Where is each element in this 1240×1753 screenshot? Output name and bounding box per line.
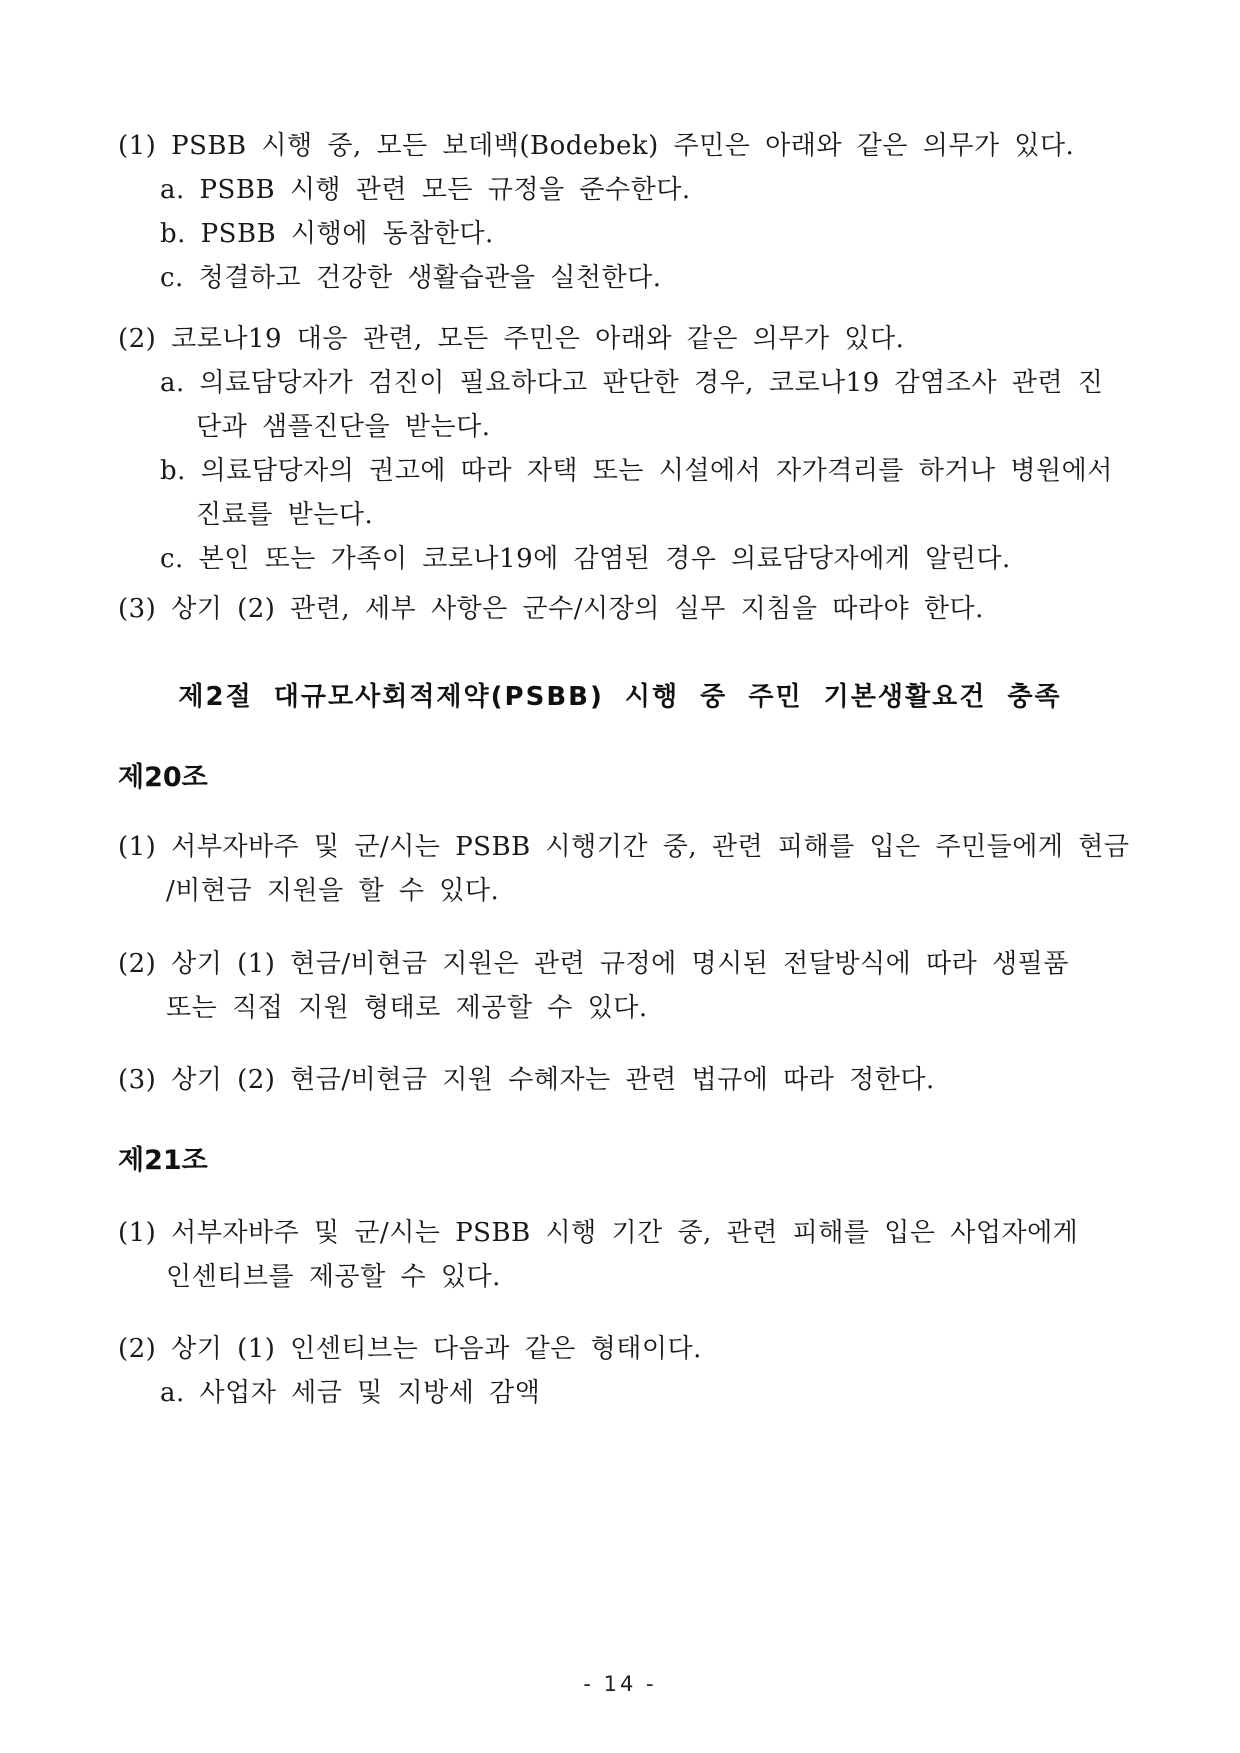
paragraph-line: (3) 상기 (2) 현금/비현금 지원 수혜자는 관련 법규에 따라 정한다. bbox=[118, 1065, 935, 1095]
list-item: a. PSBB 시행 관련 모든 규정을 준수한다. bbox=[160, 175, 691, 205]
paragraph-line: (2) 코로나19 대응 관련, 모든 주민은 아래와 같은 의무가 있다. bbox=[118, 324, 905, 354]
article-title: 제20조 bbox=[118, 762, 208, 793]
obligations-paragraph-2 bbox=[118, 317, 1128, 581]
list-item: a. 사업자 세금 및 지방세 감액 bbox=[160, 1378, 541, 1408]
paragraph-continuation: 또는 직접 지원 형태로 제공할 수 있다. bbox=[166, 993, 648, 1023]
section-title: 제2절 대규모사회적제약(PSBB) 시행 중 주민 기본생활요건 충족 bbox=[178, 682, 1062, 712]
article-21-paragraph-1 bbox=[118, 1211, 1128, 1299]
paragraph-line: (1) 서부자바주 및 군/시는 PSBB 시행 기간 중, 관련 피해를 입은 사업자에게 bbox=[118, 1218, 1079, 1248]
paragraph-line: (2) 상기 (1) 인센티브는 다음과 같은 형태이다. bbox=[118, 1334, 702, 1364]
list-item: b. PSBB 시행에 동참한다. bbox=[160, 219, 494, 249]
article-21-paragraph-2 bbox=[118, 1327, 1128, 1415]
page-number: - 14 - bbox=[583, 1672, 657, 1696]
article-20-paragraph-2 bbox=[118, 942, 1128, 1030]
list-item-continuation: 진료를 받는다. bbox=[196, 500, 374, 530]
paragraph-continuation: /비현금 지원을 할 수 있다. bbox=[166, 876, 500, 906]
list-item: a. 의료담당자가 검진이 필요하다고 판단한 경우, 코로나19 감염조사 관련 진 bbox=[160, 368, 1104, 398]
list-item: b. 의료담당자의 권고에 따라 자택 또는 시설에서 자가격리를 하거나 병원에서 bbox=[160, 456, 1113, 486]
paragraph-continuation: 인센티브를 제공할 수 있다. bbox=[166, 1262, 501, 1292]
list-item: c. 청결하고 건강한 생활습관을 실천한다. bbox=[160, 263, 662, 293]
obligations-paragraph-1 bbox=[118, 124, 1128, 300]
paragraph-line: (1) 서부자바주 및 군/시는 PSBB 시행기간 중, 관련 피해를 입은 주민들에게 현금 bbox=[118, 832, 1130, 862]
article-20-paragraph-3 bbox=[118, 1058, 1128, 1102]
obligations-paragraph-3 bbox=[118, 587, 1128, 631]
article-title: 제21조 bbox=[118, 1145, 208, 1176]
list-item: c. 본인 또는 가족이 코로나19에 감염된 경우 의료담당자에게 알린다. bbox=[160, 544, 1011, 574]
list-item-continuation: 단과 샘플진단을 받는다. bbox=[196, 412, 491, 442]
article-20-paragraph-1 bbox=[118, 825, 1128, 913]
paragraph-line: (2) 상기 (1) 현금/비현금 지원은 관련 규정에 명시된 전달방식에 따라 생필품 bbox=[118, 949, 1069, 979]
paragraph-line: (3) 상기 (2) 관련, 세부 사항은 군수/시장의 실무 지침을 따라야 한다. bbox=[118, 594, 984, 624]
paragraph-line: (1) PSBB 시행 중, 모든 보데백(Bodebek) 주민은 아래와 같은 의무가 있다. bbox=[118, 131, 1075, 161]
